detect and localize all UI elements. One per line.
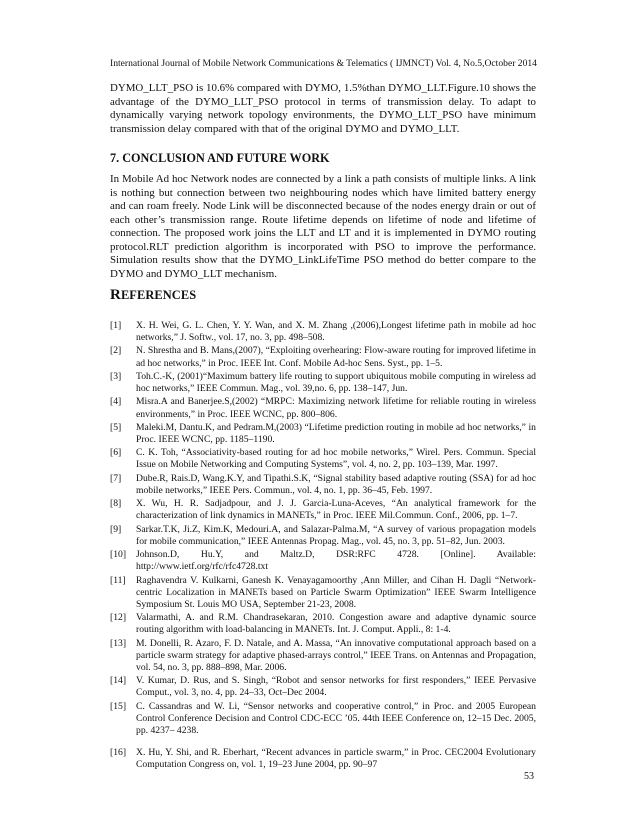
reference-number: [9] [110,523,122,535]
reference-text: Sarkar.T.K, Ji.Z, Kim.K, Medouri.A, and Salazar-Palma.M, “A survey of various propagation models for mobile communication,” IEEE Antennas Propag. Mag., vol. 45, no. 3, pp. 51–82, Jun. 2003. [136,523,536,547]
reference-text: V. Kumar, D. Rus, and S. Singh, “Robot and sensor networks for first responders,” IEEE Pervasive Comput., vol. 3, no. 4, pp. 24–33, Oct–Dec 2004. [136,675,536,699]
reference-text: Dube.R, Rais.D, Wang.K.Y, and Tipathi.S.K, “Signal stability based adaptive routing (SSA) for ad hoc mobile networks,” IEEE Pers. Commun., vol. 4, no. 1, pp. 36–45, Feb. 1997. [136,472,536,496]
reference-number: [14] [110,675,127,687]
reference-text: Raghavendra V. Kulkarni, Ganesh K. Venayagamoorthy ,Ann Miller, and Cihan H. Dagli “Network-centric Localization in MANETs based on Particle Swarm Optimization” IEEE Swarm Intelligence Symposium St. Louis MO USA, September 21-23, 2008. [136,574,536,610]
reference-text: Valarmathi, A. and R.M. Chandrasekaran, 2010. Congestion aware and adaptive dynamic source routing algorithm with load-balancing in MANETs. Int. J. Comput. Appli., 8: 1-4. [136,612,536,636]
reference-list [110,320,536,773]
reference-text: X. Wu, H. R. Sadjadpour, and J. J. Garcia-Luna-Aceves, “An analytical framework for the characterization of link dynamics in MANETs,” in Proc. IEEE Mil.Commun. Conf., 2006, pp. 1–7. [136,498,536,522]
reference-number: [8] [110,498,122,510]
reference-number: [15] [110,700,127,712]
reference-item [110,675,536,699]
reference-number: [11] [110,574,126,586]
intro-paragraph: DYMO_LLT_PSO is 10.6% compared with DYMO, 1.5%than DYMO_LLT.Figure.10 shows the advantage of the DYMO_LLT_PSO protocol in terms of transmission delay. To adapt to dynamically varying network topology environments, the DYMO_LLT_PSO have minimum transmission delay compared with that of the original DYMO and DYMO_LLT. [110,82,536,135]
reference-number: [5] [110,421,122,433]
conclusion-heading: 7. CONCLUSION AND FUTURE WORK [110,151,330,165]
reference-number: [16] [110,747,127,759]
references-heading-initial: R [110,287,121,303]
reference-number: [7] [110,472,122,484]
reference-number: [1] [110,320,122,331]
reference-number: [10] [110,549,127,561]
reference-text: X. Hu, Y. Shi, and R. Eberhart, “Recent advances in particle swarm,” in Proc. CEC2004 Evolutionary Computation Congress on, vol. 1, 19–23 June 2004, pp. 90–97 [136,747,536,771]
reference-item [110,524,536,548]
reference-item [110,320,536,344]
reference-text: M. Donelli, R. Azaro, F. D. Natale, and A. Massa, “An innovative computational approach based on a particle swarm strategy for adaptive phased-arrays control,” IEEE Trans. on Antennas and Propagation, vol. 54, no. 3, pp. 888–898, Mar. 2006. [136,637,536,673]
reference-text: N. Shrestha and B. Mans,(2007), “Exploiting overhearing: Flow-aware routing for improved lifetime in ad hoc networks,” in Proc. IEEE Int. Conf. Mobile Ad-hoc Sens. Syst., pp. 1–5. [136,345,536,369]
reference-text: Misra.A and Banerjee.S,(2002) “MRPC: Maximizing network lifetime for reliable routing in wireless environments,” in Proc. IEEE WCNC, pp. 800–806. [136,396,536,420]
reference-number: [6] [110,447,122,459]
reference-item [110,638,536,674]
reference-item [110,422,536,446]
reference-item [110,575,536,611]
references-heading-rest: EFERENCES [120,288,197,302]
reference-number: [3] [110,370,122,382]
reference-text: Johnson.D, Hu.Y, and Maltz.D, DSR:RFC 4728. [Online]. Available: http://www.ietf.org/rfc/rfc4728.txt [136,549,536,573]
page-number: 53 [524,771,534,782]
reference-number: [2] [110,345,122,357]
reference-number: [4] [110,396,122,408]
reference-text: C. Cassandras and W. Li, “Sensor networks and cooperative control,” in Proc. and 2005 European Control Conference Decision and Control CDC-ECC ’05. 44th IEEE Conference on, 12–15 Dec. 2005, pp. 4237– 4238. [136,700,536,736]
reference-item [110,396,536,420]
running-header: International Journal of Mobile Network Communications & Telematics ( IJMNCT) Vol. 4, No.5,October 2014 [110,58,537,69]
reference-text: Maleki.M, Dantu.K, and Pedram.M,(2003) “Lifetime prediction routing in mobile ad hoc networks,” in Proc. IEEE WCNC, pp. 1185–1190. [136,421,536,445]
reference-item [110,549,536,573]
reference-item [110,371,536,395]
reference-text: Toh.C.-K, (2001)“Maximum battery life routing to support ubiquitous mobile computing in wireless ad hoc networks,” IEEE Commun. Mag., vol. 39,no. 6, pp. 138–147, Jun. [136,370,536,395]
conclusion-paragraph: In Mobile Ad hoc Network nodes are connected by a link a path consists of multiple links. A link is nothing but connection between two neighbouring nodes which have limited battery energy and can roam freely. Node Link will be disconnected because of the nodes energy drain or out of each other’s transmission range. Route lifetime depends on lifetime of node and lifetime of connection. The proposed work joins the LLT and LT and it is implemented in DYMO routing protocol.RLT prediction algorithm is incorporated with PSO to improve the performance. Simulation results show that the DYMO_LinkLifeTime PSO method do better compare to the DYMO and DYMO_LLT mechanism. [110,173,536,280]
reference-item [110,612,536,636]
reference-item [110,701,536,737]
reference-number: [12] [110,612,127,624]
reference-item [110,498,536,522]
reference-item [110,473,536,497]
reference-text: C. K. Toh, “Associativity-based routing for ad hoc mobile networks,” Wirel. Pers. Commun. Special Issue on Mobile Networking and Computing Systems”, vol. 4, no. 2, pp. 103–139, Mar. 1997. [136,447,536,471]
reference-item [110,447,536,471]
references-heading [110,288,196,302]
reference-text: X. H. Wei, G. L. Chen, Y. Y. Wan, and X. M. Zhang ,(2006),Longest lifetime path in mobile ad hoc networks,” J. Softw., vol. 17, no. 3, pp. 498–508. [136,320,536,344]
reference-number: [13] [110,637,127,649]
reference-item [110,747,536,771]
reference-item [110,345,536,369]
